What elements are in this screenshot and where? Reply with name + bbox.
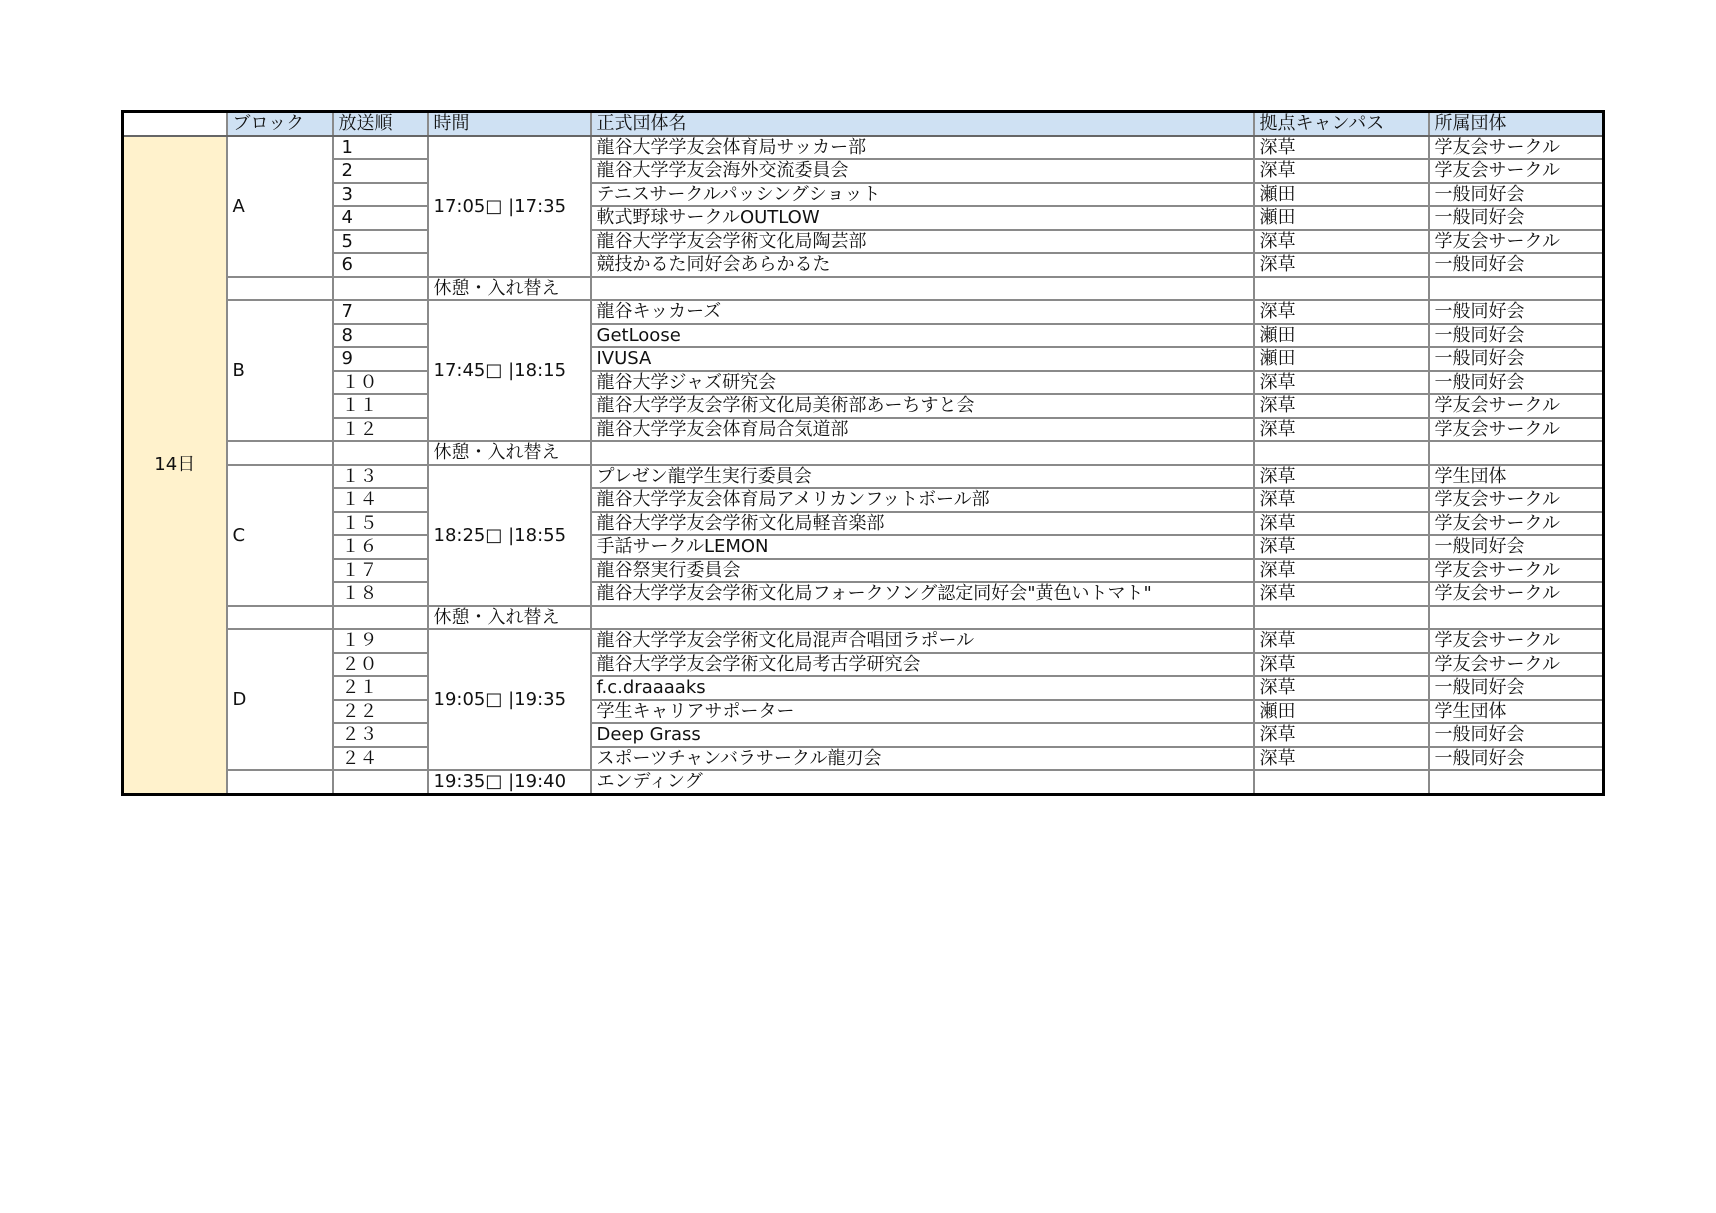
campus-cell: 深草: [1254, 723, 1429, 747]
campus-cell: 深草: [1254, 488, 1429, 512]
order-cell: ２２: [333, 700, 428, 724]
affiliation-cell: 一般同好会: [1429, 747, 1604, 771]
break-label: 休憩・入れ替え: [428, 606, 591, 630]
empty-cell: [227, 770, 333, 794]
group-name-cell: 龍谷大学ジャズ研究会: [591, 371, 1254, 395]
campus-cell: 深草: [1254, 253, 1429, 277]
table-row: [123, 747, 1604, 771]
block-cell: B: [227, 300, 333, 441]
order-cell: １２: [333, 418, 428, 442]
group-name-cell: GetLoose: [591, 324, 1254, 348]
break-label: 休憩・入れ替え: [428, 277, 591, 301]
campus-cell: 深草: [1254, 582, 1429, 606]
empty-cell: [591, 606, 1254, 630]
affiliation-cell: 一般同好会: [1429, 676, 1604, 700]
table-row: [123, 700, 1604, 724]
table-row: [123, 300, 1604, 324]
campus-cell: 深草: [1254, 559, 1429, 583]
break-row: [123, 277, 1604, 301]
affiliation-cell: 学友会サークル: [1429, 653, 1604, 677]
empty-cell: [333, 770, 428, 794]
campus-cell: 瀬田: [1254, 206, 1429, 230]
table-row: [123, 371, 1604, 395]
campus-cell: 深草: [1254, 676, 1429, 700]
campus-cell: 瀬田: [1254, 347, 1429, 371]
group-name-cell: 競技かるた同好会あらかるた: [591, 253, 1254, 277]
affiliation-cell: 一般同好会: [1429, 183, 1604, 207]
affiliation-cell: 学友会サークル: [1429, 488, 1604, 512]
table-row: [123, 324, 1604, 348]
group-name-cell: スポーツチャンバラサークル龍刃会: [591, 747, 1254, 771]
header-affiliation: 所属団体: [1429, 112, 1604, 136]
group-name-cell: 龍谷大学学友会体育局アメリカンフットボール部: [591, 488, 1254, 512]
group-name-cell: 龍谷大学学友会学術文化局混声合唱団ラポール: [591, 629, 1254, 653]
block-cell: D: [227, 629, 333, 770]
group-name-cell: 龍谷祭実行委員会: [591, 559, 1254, 583]
campus-cell: 深草: [1254, 747, 1429, 771]
campus-cell: 深草: [1254, 136, 1429, 160]
header-corner: [123, 112, 227, 136]
group-name-cell: 軟式野球サークルOUTLOW: [591, 206, 1254, 230]
empty-cell: [1429, 606, 1604, 630]
order-cell: １９: [333, 629, 428, 653]
group-name-cell: Deep Grass: [591, 723, 1254, 747]
empty-cell: [333, 441, 428, 465]
table-row: [123, 488, 1604, 512]
break-label: 休憩・入れ替え: [428, 441, 591, 465]
break-row: [123, 441, 1604, 465]
order-cell: ２１: [333, 676, 428, 700]
empty-cell: [1429, 441, 1604, 465]
campus-cell: 深草: [1254, 300, 1429, 324]
order-cell: 2: [333, 159, 428, 183]
group-name-cell: f.c.draaaaks: [591, 676, 1254, 700]
affiliation-cell: 一般同好会: [1429, 371, 1604, 395]
affiliation-cell: 学友会サークル: [1429, 418, 1604, 442]
block-cell: C: [227, 465, 333, 606]
empty-cell: [591, 441, 1254, 465]
header-time: 時間: [428, 112, 591, 136]
group-name-cell: 龍谷大学学友会学術文化局考古学研究会: [591, 653, 1254, 677]
break-row: [123, 606, 1604, 630]
affiliation-cell: 学友会サークル: [1429, 159, 1604, 183]
affiliation-cell: 一般同好会: [1429, 723, 1604, 747]
affiliation-cell: 一般同好会: [1429, 324, 1604, 348]
table-row: [123, 723, 1604, 747]
affiliation-cell: 一般同好会: [1429, 206, 1604, 230]
group-name-cell: 龍谷大学学友会学術文化局美術部あーちすと会: [591, 394, 1254, 418]
empty-cell: [333, 606, 428, 630]
time-cell: 17:45□ |18:15: [428, 300, 591, 441]
affiliation-cell: 一般同好会: [1429, 300, 1604, 324]
affiliation-cell: 学生団体: [1429, 700, 1604, 724]
order-cell: 4: [333, 206, 428, 230]
campus-cell: 深草: [1254, 629, 1429, 653]
order-cell: 8: [333, 324, 428, 348]
group-name-cell: IVUSA: [591, 347, 1254, 371]
order-cell: １３: [333, 465, 428, 489]
order-cell: ２０: [333, 653, 428, 677]
group-name-cell: 龍谷大学学友会海外交流委員会: [591, 159, 1254, 183]
empty-cell: [1254, 770, 1429, 794]
affiliation-cell: 学友会サークル: [1429, 394, 1604, 418]
table-row: [123, 582, 1604, 606]
group-name-cell: 龍谷大学学友会学術文化局フォークソング認定同好会"黄色いトマト": [591, 582, 1254, 606]
ending-time: 19:35□ |19:40: [428, 770, 591, 794]
campus-cell: 深草: [1254, 394, 1429, 418]
block-cell: A: [227, 136, 333, 277]
empty-cell: [1254, 277, 1429, 301]
table-row: [123, 465, 1604, 489]
order-cell: １６: [333, 535, 428, 559]
order-cell: 1: [333, 136, 428, 160]
empty-cell: [333, 277, 428, 301]
table-row: [123, 418, 1604, 442]
table-row: [123, 653, 1604, 677]
campus-cell: 深草: [1254, 159, 1429, 183]
time-cell: 18:25□ |18:55: [428, 465, 591, 606]
campus-cell: 深草: [1254, 512, 1429, 536]
campus-cell: 深草: [1254, 535, 1429, 559]
order-cell: １５: [333, 512, 428, 536]
order-cell: 3: [333, 183, 428, 207]
table-row: [123, 676, 1604, 700]
affiliation-cell: 一般同好会: [1429, 253, 1604, 277]
affiliation-cell: 学友会サークル: [1429, 230, 1604, 254]
group-name-cell: プレゼン龍学生実行委員会: [591, 465, 1254, 489]
affiliation-cell: 学生団体: [1429, 465, 1604, 489]
order-cell: 5: [333, 230, 428, 254]
affiliation-cell: 学友会サークル: [1429, 512, 1604, 536]
group-name-cell: 龍谷大学学友会学術文化局陶芸部: [591, 230, 1254, 254]
header-row: [123, 112, 1604, 136]
table-row: [123, 347, 1604, 371]
empty-cell: [1254, 441, 1429, 465]
group-name-cell: 龍谷キッカーズ: [591, 300, 1254, 324]
order-cell: １０: [333, 371, 428, 395]
header-campus: 拠点キャンパス: [1254, 112, 1429, 136]
order-cell: １４: [333, 488, 428, 512]
group-name-cell: テニスサークルパッシングショット: [591, 183, 1254, 207]
broadcast-schedule-table: [121, 110, 1605, 796]
group-name-cell: 学生キャリアサポーター: [591, 700, 1254, 724]
empty-cell: [1429, 277, 1604, 301]
campus-cell: 深草: [1254, 230, 1429, 254]
header-block: ブロック: [227, 112, 333, 136]
table-row: [123, 183, 1604, 207]
affiliation-cell: 一般同好会: [1429, 535, 1604, 559]
table-row: [123, 512, 1604, 536]
order-cell: ２４: [333, 747, 428, 771]
campus-cell: 深草: [1254, 653, 1429, 677]
affiliation-cell: 学友会サークル: [1429, 559, 1604, 583]
affiliation-cell: 学友会サークル: [1429, 629, 1604, 653]
table-row: [123, 159, 1604, 183]
campus-cell: 深草: [1254, 465, 1429, 489]
empty-cell: [227, 277, 333, 301]
table-row: [123, 253, 1604, 277]
empty-cell: [1429, 770, 1604, 794]
affiliation-cell: 学友会サークル: [1429, 136, 1604, 160]
header-order: 放送順: [333, 112, 428, 136]
schedule-body: [123, 136, 1604, 795]
ending-row: [123, 770, 1604, 794]
time-cell: 17:05□ |17:35: [428, 136, 591, 277]
table-row: [123, 559, 1604, 583]
campus-cell: 瀬田: [1254, 700, 1429, 724]
time-cell: 19:05□ |19:35: [428, 629, 591, 770]
order-cell: １８: [333, 582, 428, 606]
table-row: [123, 206, 1604, 230]
order-cell: ２３: [333, 723, 428, 747]
campus-cell: 瀬田: [1254, 324, 1429, 348]
campus-cell: 瀬田: [1254, 183, 1429, 207]
empty-cell: [227, 441, 333, 465]
table-row: [123, 629, 1604, 653]
empty-cell: [1254, 606, 1429, 630]
group-name-cell: 龍谷大学学友会体育局サッカー部: [591, 136, 1254, 160]
order-cell: 9: [333, 347, 428, 371]
header-group-name: 正式団体名: [591, 112, 1254, 136]
table-row: [123, 394, 1604, 418]
table-row: [123, 535, 1604, 559]
group-name-cell: 龍谷大学学友会学術文化局軽音楽部: [591, 512, 1254, 536]
empty-cell: [227, 606, 333, 630]
affiliation-cell: 学友会サークル: [1429, 582, 1604, 606]
campus-cell: 深草: [1254, 371, 1429, 395]
ending-label: エンディング: [591, 770, 1254, 794]
order-cell: １１: [333, 394, 428, 418]
group-name-cell: 手話サークルLEMON: [591, 535, 1254, 559]
table-row: [123, 136, 1604, 160]
affiliation-cell: 一般同好会: [1429, 347, 1604, 371]
day-cell: 14日: [123, 136, 227, 795]
order-cell: １７: [333, 559, 428, 583]
table-row: [123, 230, 1604, 254]
group-name-cell: 龍谷大学学友会体育局合気道部: [591, 418, 1254, 442]
order-cell: 7: [333, 300, 428, 324]
order-cell: 6: [333, 253, 428, 277]
campus-cell: 深草: [1254, 418, 1429, 442]
empty-cell: [591, 277, 1254, 301]
